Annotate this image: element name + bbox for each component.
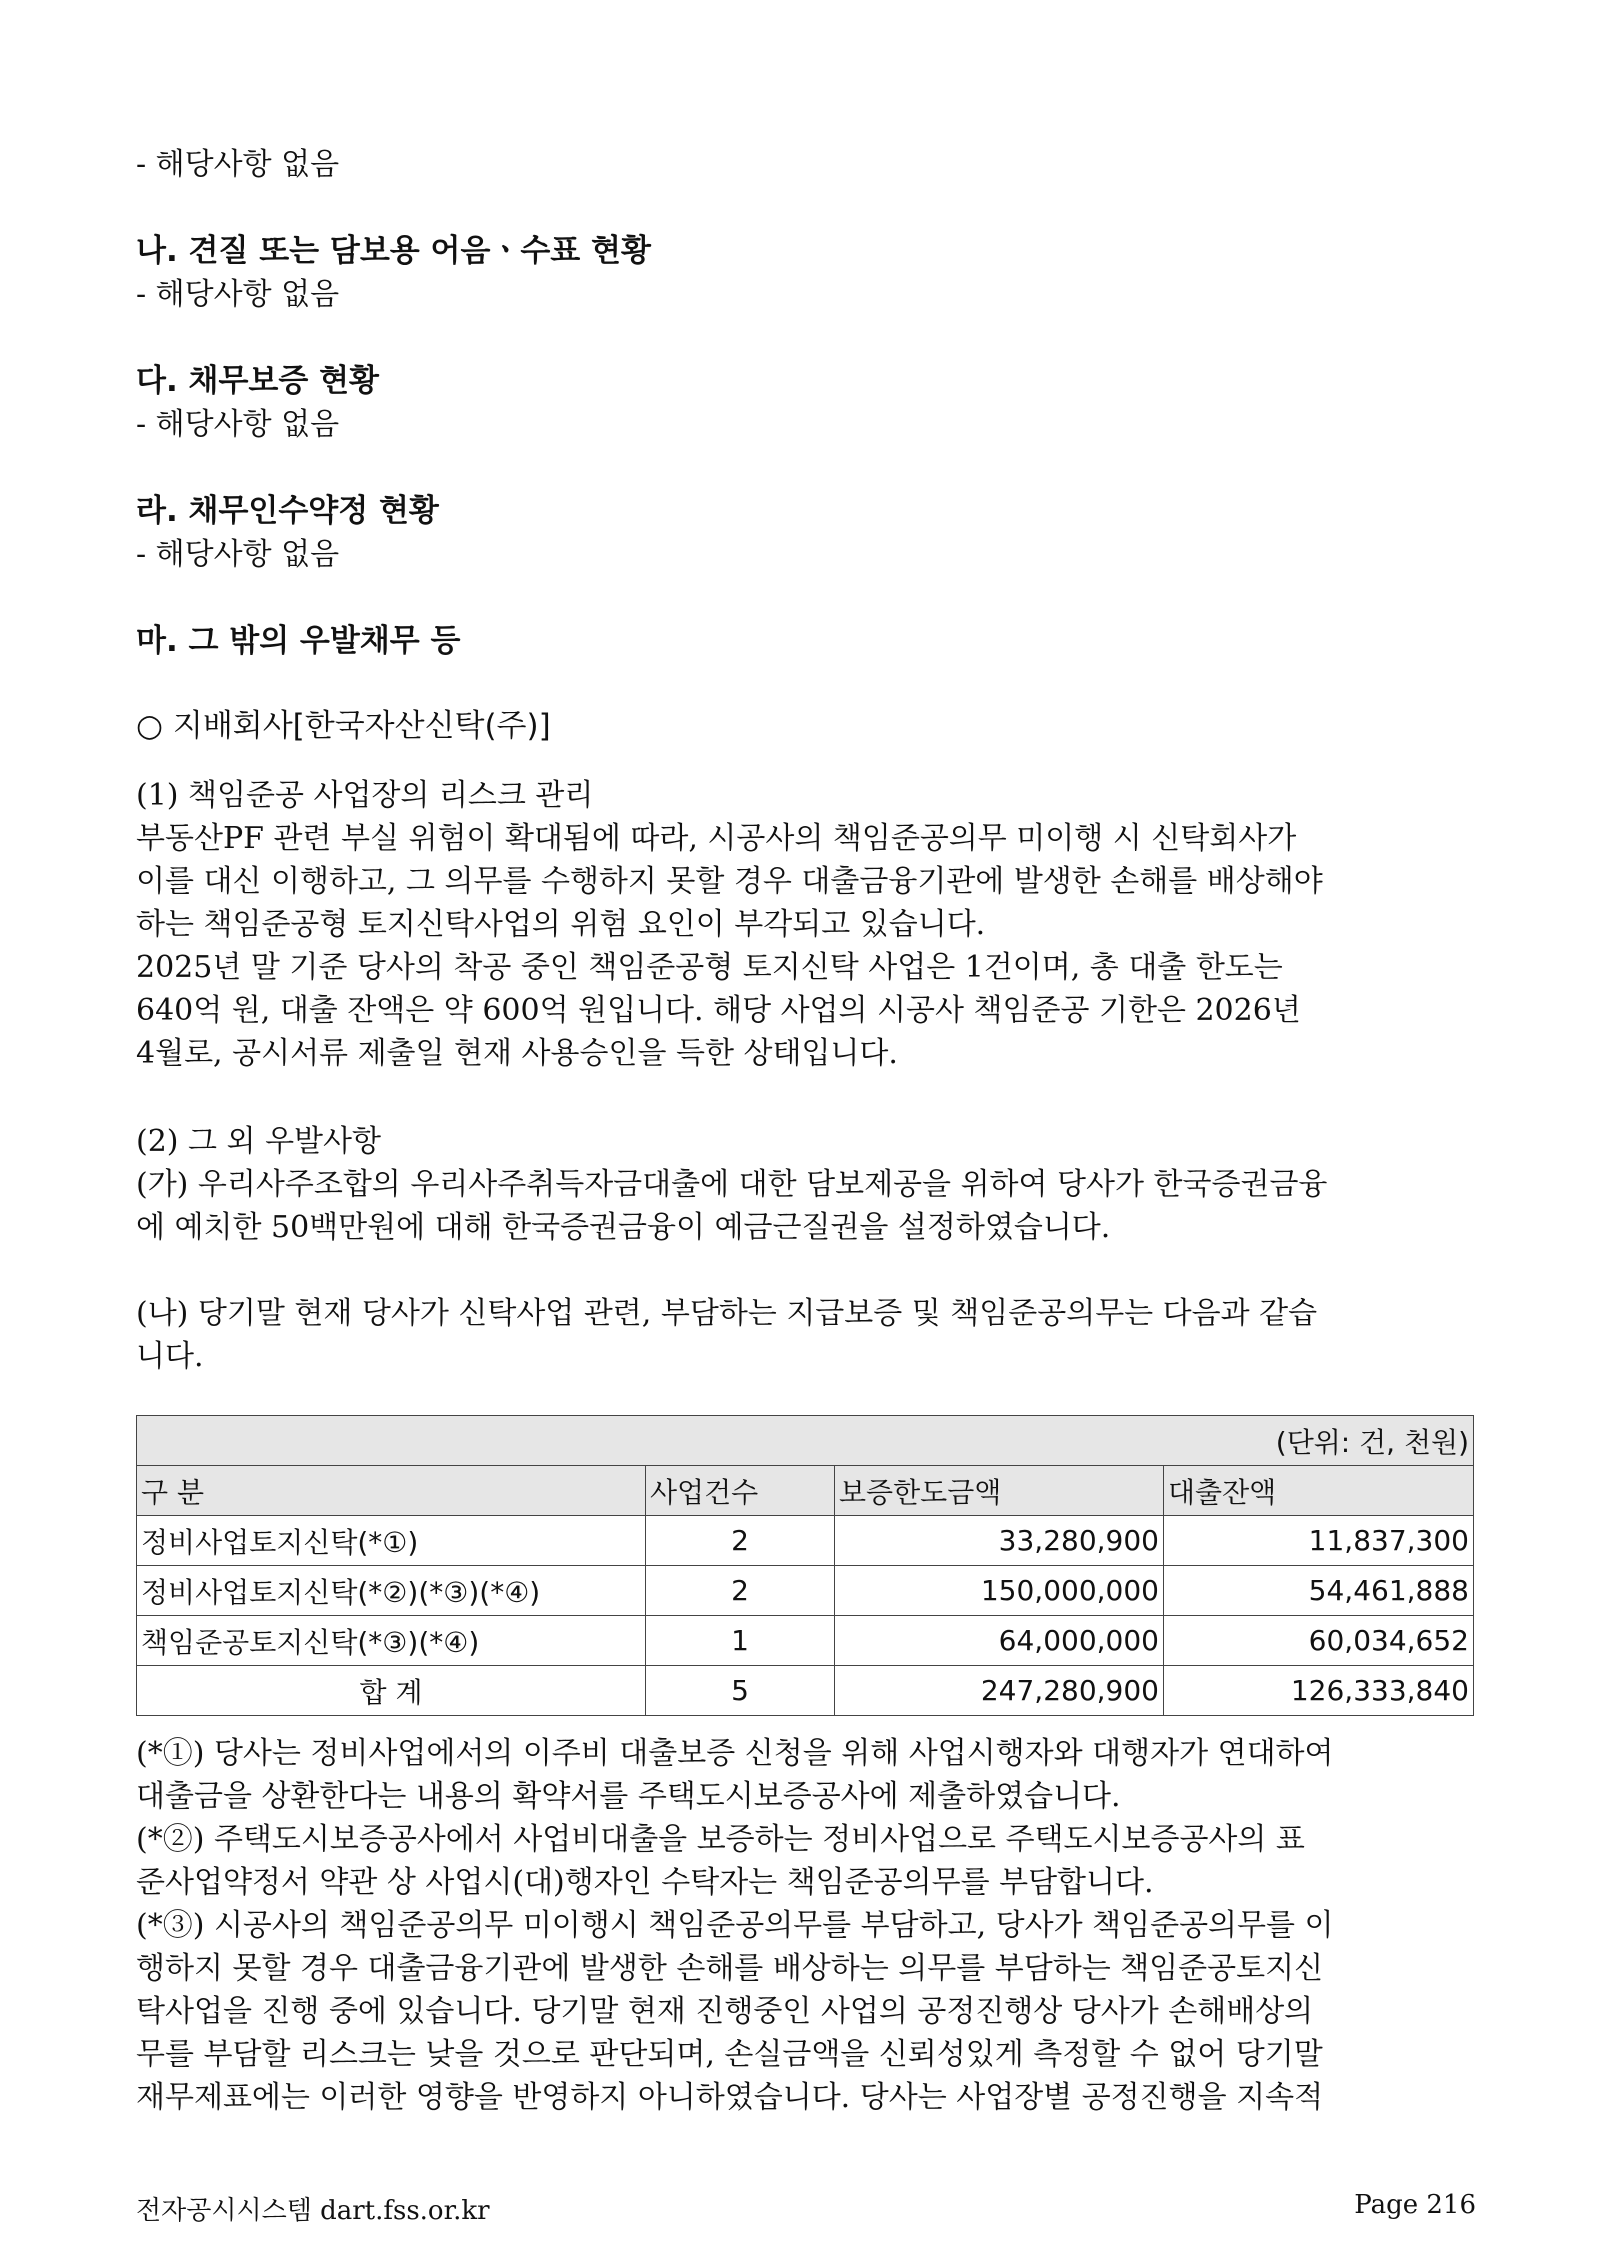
note-line: 준사업약정서 약관 상 사업시(대)행자인 수탁자는 책임준공의무를 부담합니다. (136, 1865, 1154, 1900)
total-count: 5 (646, 1666, 835, 1716)
table-row (137, 1616, 1474, 1666)
row-label: 정비사업토지신탁(*②)(*③)(*④) (137, 1566, 646, 1616)
row-balance: 60,034,652 (1164, 1616, 1474, 1666)
table-unit: (단위: 건, 천원) (137, 1416, 1474, 1466)
row-label: 정비사업토지신탁(*①) (137, 1516, 646, 1566)
risk-line: 하는 책임준공형 토지신탁사업의 위험 요인이 부각되고 있습니다. (136, 907, 986, 942)
risk-line: 이를 대신 이행하고, 그 의무를 수행하지 못할 경우 대출금융기관에 발생한 손해를 배상해야 (136, 864, 1323, 899)
risk-section (136, 774, 1323, 1075)
risk-line: 640억 원, 대출 잔액은 약 600억 원입니다. 해당 사업의 시공사 책임준공 기한은 2026년 (136, 993, 1301, 1028)
header-balance: 대출잔액 (1164, 1466, 1474, 1516)
note-line: 행하지 못할 경우 대출금융기관에 발생한 손해를 배상하는 의무를 부담하는 책임준공토지신 (136, 1951, 1324, 1986)
risk-line: 2025년 말 기준 당사의 착공 중인 책임준공형 토지신탁 사업은 1건이며, 총 대출 한도는 (136, 950, 1283, 985)
total-limit: 247,280,900 (835, 1666, 1164, 1716)
other-ga-line: 에 예치한 50백만원에 대해 한국증권금융이 예금근질권을 설정하였습니다. (136, 1210, 1111, 1245)
total-balance: 126,333,840 (1164, 1666, 1474, 1716)
parent-company-title: ○ 지배회사[한국자산신탁(주)] (136, 708, 551, 744)
header-count: 사업건수 (646, 1466, 835, 1516)
section-ra-title: 라. 채무인수약정 현황 (136, 493, 439, 529)
section-na-title: 나. 견질 또는 담보용 어음ㆍ수표 현황 (136, 233, 651, 269)
row-limit: 150,000,000 (835, 1566, 1164, 1616)
row-limit: 33,280,900 (835, 1516, 1164, 1566)
section-na-none: - 해당사항 없음 (136, 277, 340, 312)
risk-line: 부동산PF 관련 부실 위험이 확대됨에 따라, 시공사의 책임준공의무 미이행 시 신탁회사가 (136, 821, 1297, 856)
header-limit: 보증한도금액 (835, 1466, 1164, 1516)
row-label: 책임준공토지신탁(*③)(*④) (137, 1616, 646, 1666)
other-na-line: (나) 당기말 현재 당사가 신탁사업 관련, 부담하는 지급보증 및 책임준공의무는 다음과 같습 (136, 1296, 1318, 1331)
table-unit-row (137, 1416, 1474, 1466)
risk-heading: (1) 책임준공 사업장의 리스크 관리 (136, 778, 594, 813)
note-line: 탁사업을 진행 중에 있습니다. 당기말 현재 진행중인 사업의 공정진행상 당사가 손해배상의 (136, 1994, 1314, 2029)
section-da-none: - 해당사항 없음 (136, 407, 340, 442)
section-ma-title: 마. 그 밖의 우발채무 등 (136, 623, 461, 659)
row-balance: 54,461,888 (1164, 1566, 1474, 1616)
row-balance: 11,837,300 (1164, 1516, 1474, 1566)
note-line: (*①) 당사는 정비사업에서의 이주비 대출보증 신청을 위해 사업시행자와 대행자가 연대하여 (136, 1736, 1334, 1771)
header-category: 구 분 (137, 1466, 646, 1516)
notes-section (136, 1732, 1334, 2119)
note-line: 대출금을 상환한다는 내용의 확약서를 주택도시보증공사에 제출하였습니다. (136, 1779, 1121, 1814)
top-none-text: - 해당사항 없음 (136, 147, 340, 182)
section-ra-none: - 해당사항 없음 (136, 537, 340, 572)
row-count: 2 (646, 1516, 835, 1566)
note-line: 무를 부담할 리스크는 낮을 것으로 판단되며, 손실금액을 신뢰성있게 측정할 수 없어 당기말 (136, 2037, 1323, 2072)
other-na-line: 니다. (136, 1339, 204, 1374)
row-count: 2 (646, 1566, 835, 1616)
row-count: 1 (646, 1616, 835, 1666)
section-da-title: 다. 채무보증 현황 (136, 363, 379, 399)
note-line: (*③) 시공사의 책임준공의무 미이행시 책임준공의무를 부담하고, 당사가 책임준공의무를 이 (136, 1908, 1334, 1943)
risk-line: 4월로, 공시서류 제출일 현재 사용승인을 득한 상태입니다. (136, 1036, 898, 1071)
other-section (136, 1120, 1327, 1378)
note-line: 재무제표에는 이러한 영향을 반영하지 아니하였습니다. 당사는 사업장별 공정진행을 지속적 (136, 2080, 1324, 2115)
table-header-row (137, 1466, 1474, 1516)
footer-page-number: Page 216 (1354, 2190, 1476, 2220)
table-row (137, 1566, 1474, 1616)
guarantee-table (136, 1415, 1474, 1716)
footer-site: 전자공시시스템 dart.fss.or.kr (136, 2196, 490, 2226)
row-limit: 64,000,000 (835, 1616, 1164, 1666)
total-label: 합 계 (137, 1666, 646, 1716)
table-row (137, 1516, 1474, 1566)
other-ga-line: (가) 우리사주조합의 우리사주취득자금대출에 대한 담보제공을 위하여 당사가 한국증권금융 (136, 1167, 1328, 1202)
other-heading: (2) 그 외 우발사항 (136, 1124, 381, 1159)
table-total-row (137, 1666, 1474, 1716)
note-line: (*②) 주택도시보증공사에서 사업비대출을 보증하는 정비사업으로 주택도시보증공사의 표 (136, 1822, 1305, 1857)
